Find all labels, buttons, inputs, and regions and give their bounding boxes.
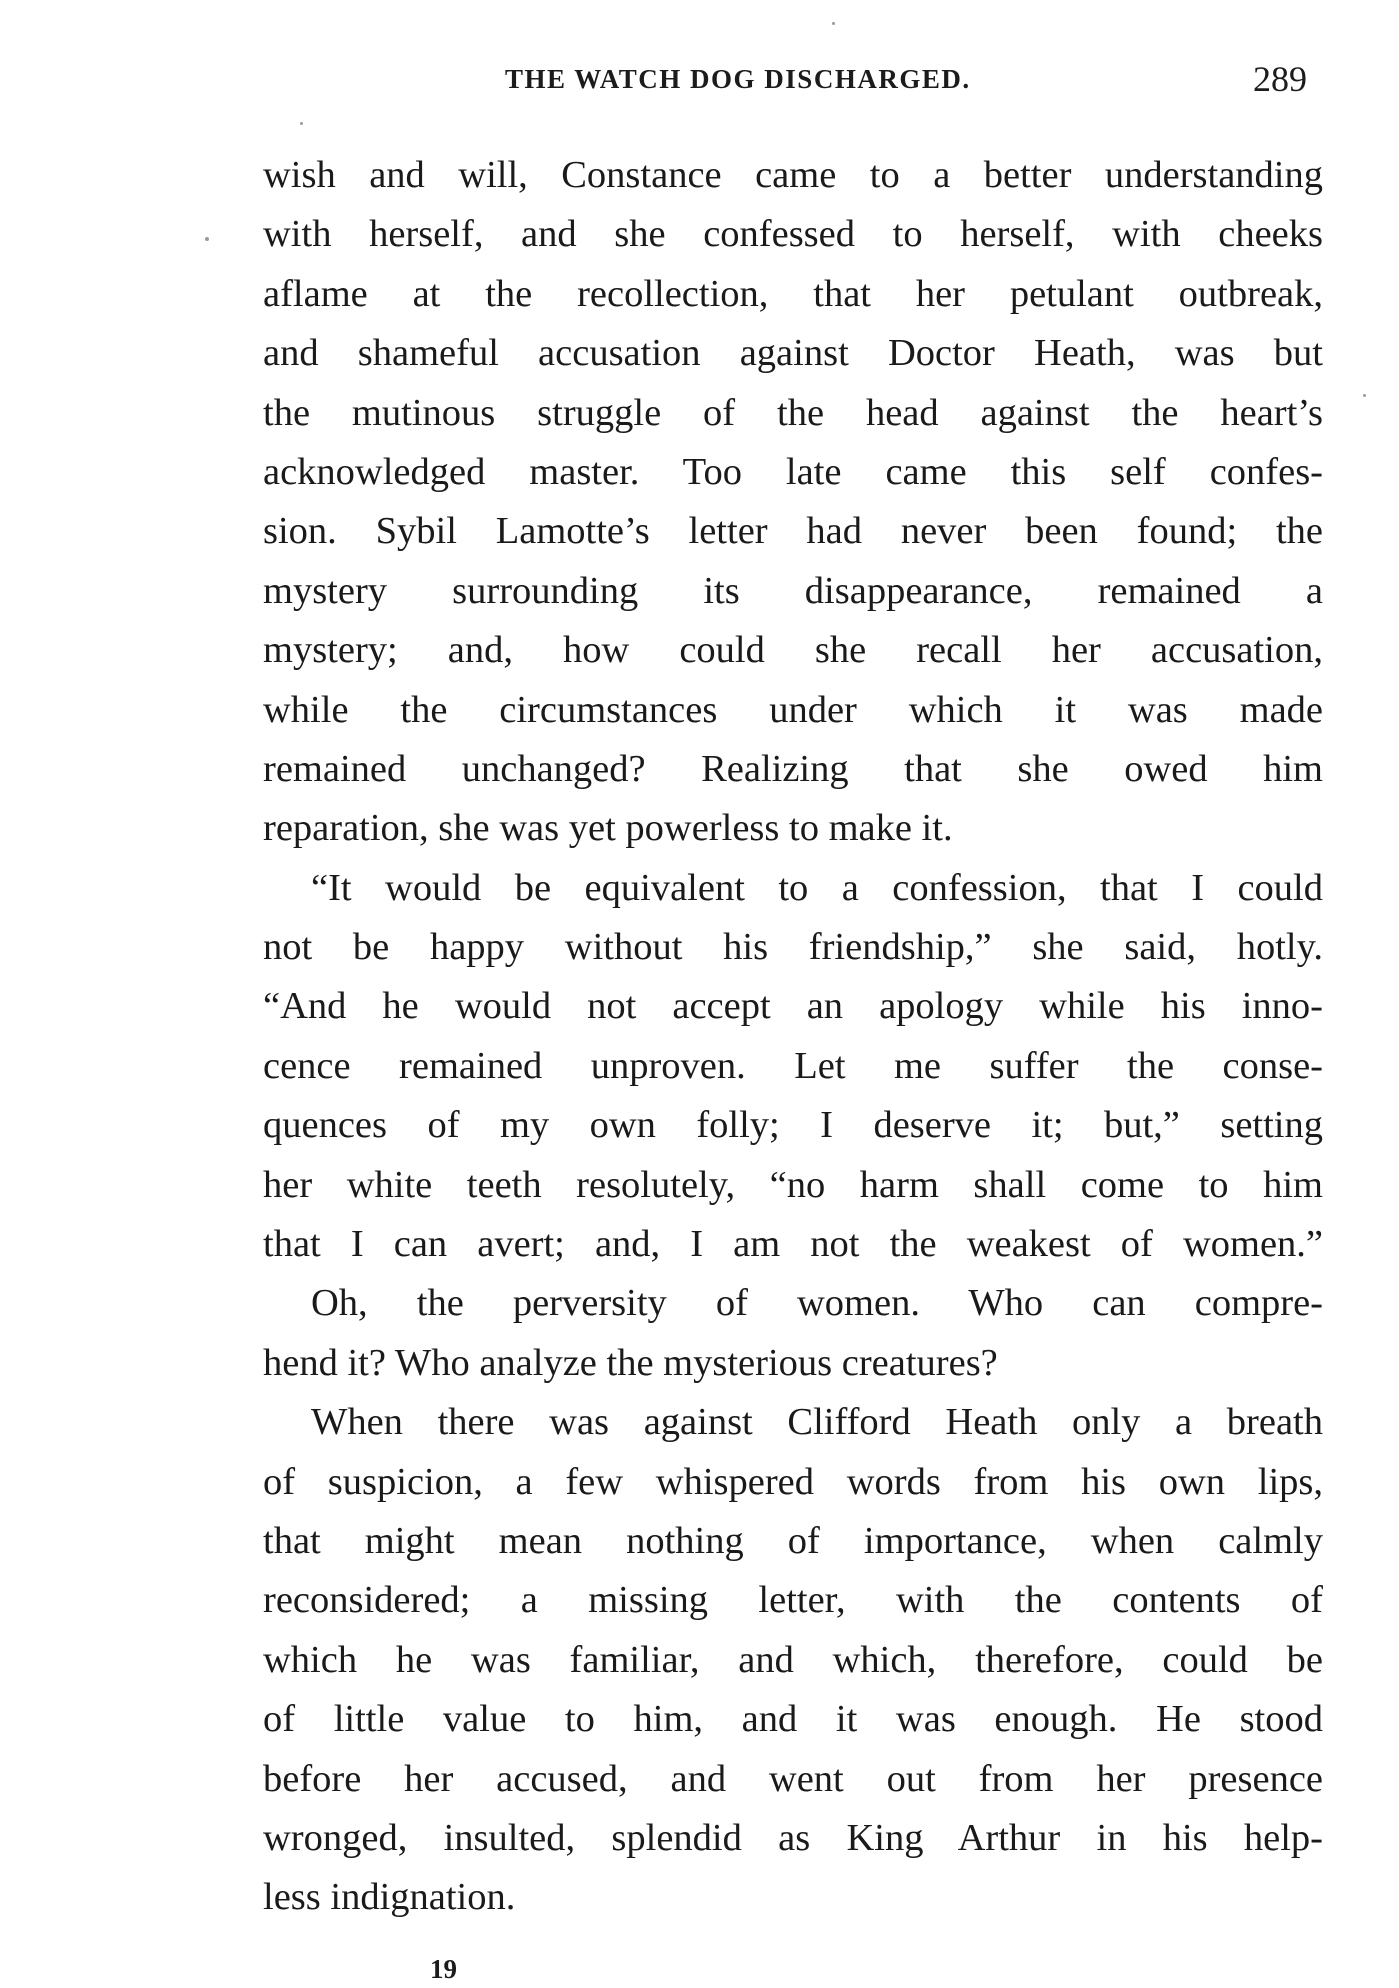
body-text	[263, 146, 1323, 1928]
paper-speck	[1363, 394, 1366, 397]
text-line: When there was against Clifford Heath only a breath	[311, 1401, 1323, 1444]
signature-mark: 19	[430, 1954, 457, 1984]
text-line: less indignation.	[263, 1876, 516, 1919]
text-line: reparation, she was yet powerless to make it.	[263, 807, 953, 850]
paper-speck	[205, 237, 209, 241]
text-line: sion. Sybil Lamotte’s letter had never been found; the	[263, 510, 1323, 553]
paper-speck	[832, 22, 835, 25]
text-line: that I can avert; and, I am not the weakest of women.”	[263, 1223, 1323, 1266]
text-line: Oh, the perversity of women. Who can compre-	[311, 1282, 1323, 1325]
text-line: aflame at the recollection, that her petulant outbreak,	[263, 272, 1323, 315]
text-line: wronged, insulted, splendid as King Arthur in his help-	[263, 1816, 1323, 1859]
text-line: cence remained unproven. Let me suffer the conse-	[263, 1044, 1323, 1087]
text-line: and shameful accusation against Doctor Heath, was but	[263, 332, 1323, 375]
text-line: before her accused, and went out from her presence	[263, 1757, 1323, 1800]
text-line: while the circumstances under which it was made	[263, 688, 1323, 731]
text-line: wish and will, Constance came to a better understanding	[263, 154, 1323, 196]
text-line: “And he would not accept an apology while his inno-	[263, 985, 1323, 1028]
page-number: 289	[1253, 59, 1307, 99]
text-line: remained unchanged? Realizing that she owed him	[263, 747, 1323, 790]
text-line: reconsidered; a missing letter, with the contents of	[263, 1579, 1323, 1622]
text-line: her white teeth resolutely, “no harm shall come to him	[263, 1163, 1323, 1206]
running-title: THE WATCH DOG DISCHARGED.	[505, 64, 971, 94]
text-line: of suspicion, a few whispered words from his own lips,	[263, 1460, 1323, 1503]
text-line: which he was familiar, and which, therefore, could be	[263, 1638, 1323, 1681]
text-line: “It would be equivalent to a confession, that I could	[311, 866, 1323, 909]
text-line: not be happy without his friendship,” she said, hotly.	[263, 926, 1323, 969]
text-line: hend it? Who analyze the mysterious creatures?	[263, 1341, 998, 1384]
text-line: quences of my own folly; I deserve it; but,” setting	[263, 1104, 1323, 1147]
text-line: acknowledged master. Too late came this self confes-	[263, 450, 1323, 493]
text-line: that might mean nothing of importance, when calmly	[263, 1519, 1323, 1562]
text-line: mystery; and, how could she recall her accusation,	[263, 629, 1323, 672]
text-line: the mutinous struggle of the head against the heart’s	[263, 391, 1323, 434]
text-line: of little value to him, and it was enough. He stood	[263, 1698, 1323, 1741]
text-line: mystery surrounding its disappearance, remained a	[263, 569, 1323, 612]
text-line: with herself, and she confessed to herself, with cheeks	[263, 213, 1323, 256]
paper-speck	[300, 122, 303, 125]
